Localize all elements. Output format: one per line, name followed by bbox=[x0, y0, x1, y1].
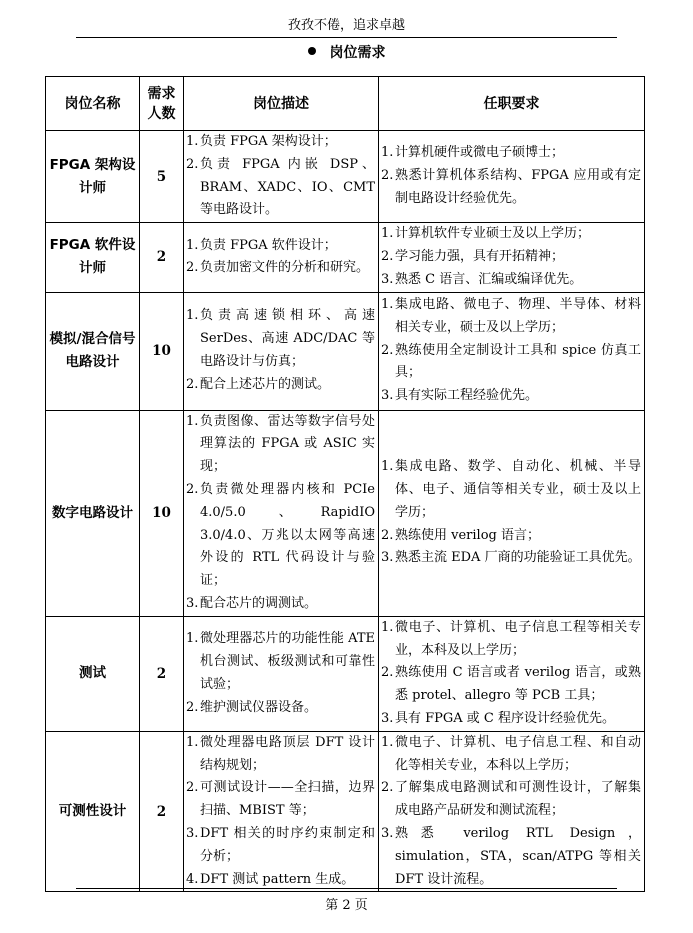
list-text: 负责微处理器内核和 PCIe 4.0/5.0 、RapidIO 3.0/4.0、万兆以太网等高速外设的 RTL 代码设计与验证； bbox=[200, 481, 375, 589]
list-item bbox=[184, 131, 378, 154]
header-desc: 岗位描述 bbox=[184, 77, 379, 131]
list-number: 2. bbox=[186, 156, 199, 172]
footer-divider bbox=[76, 888, 617, 889]
list-number: 1. bbox=[186, 631, 199, 647]
desc-list bbox=[184, 411, 378, 616]
page-footer: 第 2 页 bbox=[325, 898, 368, 913]
list-number: 1. bbox=[381, 619, 394, 635]
position-description bbox=[184, 292, 379, 410]
list-item bbox=[379, 269, 644, 292]
headcount: 10 bbox=[140, 292, 184, 410]
req-list bbox=[379, 456, 644, 570]
list-number: 1. bbox=[381, 297, 394, 313]
list-item bbox=[379, 142, 644, 165]
list-item bbox=[379, 165, 644, 211]
list-item bbox=[184, 479, 378, 593]
section-title bbox=[0, 42, 693, 62]
list-text: 微处理器电路顶层 DFT 设计结构规划； bbox=[200, 734, 375, 773]
position-description bbox=[184, 223, 379, 292]
desc-list bbox=[184, 305, 378, 396]
list-item bbox=[184, 777, 378, 823]
req-list bbox=[379, 142, 644, 210]
position-description bbox=[184, 410, 379, 616]
list-item bbox=[379, 294, 644, 340]
position-name: 测试 bbox=[46, 616, 140, 731]
list-number: 1. bbox=[381, 459, 394, 475]
list-text: 负责图像、雷达等数字信号处理算法的 FPGA 或 ASIC 实现； bbox=[200, 413, 375, 475]
list-item bbox=[184, 697, 378, 720]
req-list bbox=[379, 732, 644, 892]
list-number: 1. bbox=[381, 145, 394, 161]
list-text: 微电子、计算机、电子信息工程、和自动化等相关专业，本科以上学历； bbox=[395, 734, 641, 773]
list-number: 1. bbox=[186, 134, 199, 149]
position-description bbox=[184, 131, 379, 223]
header-req: 任职要求 bbox=[379, 77, 645, 131]
position-requirements bbox=[379, 292, 645, 410]
list-text: 负责 FPGA 软件设计； bbox=[200, 237, 337, 253]
table-row bbox=[46, 616, 645, 731]
desc-list bbox=[184, 235, 378, 281]
list-text: 负责加密文件的分析和研究。 bbox=[200, 260, 370, 276]
desc-list bbox=[184, 131, 378, 222]
position-name: 数字电路设计 bbox=[46, 410, 140, 616]
list-item bbox=[184, 257, 378, 280]
list-number: 1. bbox=[186, 734, 199, 750]
table-row bbox=[46, 731, 645, 892]
list-number: 2. bbox=[186, 699, 199, 715]
list-item bbox=[184, 374, 378, 397]
list-text: 具有 FPGA 或 C 程序设计经验优先。 bbox=[395, 710, 616, 726]
desc-list bbox=[184, 732, 378, 892]
list-item bbox=[379, 340, 644, 386]
list-item bbox=[379, 385, 644, 408]
list-item bbox=[184, 732, 378, 778]
list-item bbox=[379, 223, 644, 246]
position-requirements bbox=[379, 410, 645, 616]
list-text: 配合芯片的调测试。 bbox=[200, 595, 318, 611]
list-item bbox=[184, 305, 378, 373]
list-text: 计算机软件专业硕士及以上学历； bbox=[395, 226, 591, 242]
list-text: 负责 FPGA 内嵌 DSP、BRAM、XADC、IO、CMT 等电路设计。 bbox=[200, 156, 375, 218]
page-header: 孜孜不倦，追求卓越 bbox=[287, 18, 405, 33]
position-requirements bbox=[379, 131, 645, 223]
list-text: 微处理器芯片的功能性能 ATE 机台测试、板级测试和可靠性试验； bbox=[200, 631, 375, 692]
list-item bbox=[184, 154, 378, 222]
table-row bbox=[46, 131, 645, 223]
table-row bbox=[46, 223, 645, 292]
list-item bbox=[379, 547, 644, 570]
list-text: 集成电路、数学、自动化、机械、半导体、电子、通信等相关专业，硕士及以上学历； bbox=[395, 459, 641, 520]
list-item bbox=[184, 628, 378, 696]
list-item bbox=[184, 235, 378, 258]
list-text: 熟悉计算机体系结构、FPGA 应用或有定制电路设计经验优先。 bbox=[395, 168, 641, 206]
list-text: 熟悉 verilog RTL Design，simulation，STA，scan/ATPG 等相关 DFT 设计流程。 bbox=[395, 825, 641, 887]
list-number: 2. bbox=[186, 780, 199, 796]
list-number: 2. bbox=[381, 527, 394, 543]
list-text: 计算机硬件或微电子硕博士； bbox=[395, 145, 565, 161]
list-text: 熟练使用 C 语言或者 verilog 语言，或熟悉 protel、allegro 等 PCB 工具； bbox=[395, 665, 641, 704]
list-item bbox=[379, 708, 644, 731]
req-list bbox=[379, 617, 644, 731]
position-requirements bbox=[379, 731, 645, 892]
list-text: 维护测试仪器设备。 bbox=[200, 699, 318, 715]
list-number: 2. bbox=[381, 342, 394, 358]
req-list bbox=[379, 223, 644, 291]
table-row bbox=[46, 410, 645, 616]
req-list bbox=[379, 294, 644, 408]
list-text: 负责高速锁相环、高速 SerDes、高速 ADC/DAC 等电路设计与仿真； bbox=[200, 308, 375, 370]
position-name: 可测性设计 bbox=[46, 731, 140, 892]
list-item bbox=[379, 456, 644, 524]
list-item bbox=[379, 617, 644, 663]
list-text: 熟练使用 verilog 语言； bbox=[395, 527, 540, 543]
list-item bbox=[184, 411, 378, 479]
table-header-row bbox=[46, 77, 645, 131]
bullet-icon bbox=[308, 47, 316, 55]
list-text: DFT 相关的时序约束制定和分析； bbox=[200, 825, 375, 864]
position-description bbox=[184, 731, 379, 892]
list-text: 配合上述芯片的测试。 bbox=[200, 376, 331, 392]
list-number: 2. bbox=[186, 481, 199, 497]
list-number: 1. bbox=[381, 226, 394, 242]
list-text: 可测试设计——全扫描，边界扫描、MBIST 等； bbox=[200, 780, 375, 819]
list-number: 2. bbox=[186, 376, 199, 392]
list-number: 3. bbox=[186, 595, 199, 611]
list-number: 3. bbox=[381, 388, 394, 404]
position-name: 模拟/混合信号电路设计 bbox=[46, 292, 140, 410]
list-item bbox=[379, 662, 644, 708]
list-number: 2. bbox=[381, 665, 394, 681]
list-text: 负责 FPGA 架构设计； bbox=[200, 134, 337, 149]
list-number: 1. bbox=[186, 308, 199, 324]
header-divider bbox=[76, 37, 617, 38]
list-text: 集成电路、微电子、物理、半导体、材料相关专业，硕士及以上学历； bbox=[395, 297, 641, 335]
position-description bbox=[184, 616, 379, 731]
list-number: 2. bbox=[381, 780, 394, 796]
list-number: 1. bbox=[186, 413, 199, 429]
header-count bbox=[140, 77, 184, 131]
list-text: 具有实际工程经验优先。 bbox=[395, 388, 539, 404]
list-text: 熟练使用全定制设计工具和 spice 仿真工具； bbox=[395, 342, 641, 381]
list-text: 熟悉主流 EDA 厂商的功能验证工具优先。 bbox=[395, 550, 641, 566]
list-text: DFT 测试 pattern 生成。 bbox=[200, 871, 355, 887]
list-number: 2. bbox=[381, 168, 394, 184]
list-number: 1. bbox=[381, 734, 394, 750]
headcount: 2 bbox=[140, 223, 184, 292]
list-item bbox=[379, 246, 644, 269]
list-text: 熟悉 C 语言、汇编或编译优先。 bbox=[395, 271, 583, 287]
header-name: 岗位名称 bbox=[46, 77, 140, 131]
list-item bbox=[379, 823, 644, 891]
list-number: 3. bbox=[381, 271, 394, 287]
position-requirements bbox=[379, 616, 645, 731]
list-number: 3. bbox=[381, 710, 394, 726]
section-title-text: 岗位需求 bbox=[329, 45, 386, 61]
headcount: 2 bbox=[140, 731, 184, 892]
list-item bbox=[379, 732, 644, 778]
job-requirements-table bbox=[45, 76, 645, 892]
headcount: 5 bbox=[140, 131, 184, 223]
desc-list bbox=[184, 628, 378, 719]
list-number: 2. bbox=[186, 260, 199, 276]
list-number: 3. bbox=[381, 550, 394, 566]
position-name: FPGA 架构设计师 bbox=[46, 131, 140, 223]
list-number: 4. bbox=[186, 871, 199, 887]
list-text: 微电子、计算机、电子信息工程等相关专业，本科及以上学历； bbox=[395, 619, 641, 658]
list-text: 学习能力强，具有开拓精神； bbox=[395, 248, 565, 264]
list-number: 1. bbox=[186, 237, 199, 253]
list-item bbox=[184, 593, 378, 616]
list-item bbox=[184, 823, 378, 869]
list-item bbox=[379, 525, 644, 548]
position-requirements bbox=[379, 223, 645, 292]
list-text: 了解集成电路测试和可测性设计，了解集成电路产品研发和测试流程； bbox=[395, 780, 641, 819]
headcount: 2 bbox=[140, 616, 184, 731]
list-item bbox=[379, 777, 644, 823]
table-row bbox=[46, 292, 645, 410]
list-number: 2. bbox=[381, 248, 394, 264]
position-name: FPGA 软件设计师 bbox=[46, 223, 140, 292]
headcount: 10 bbox=[140, 410, 184, 616]
header-count-text: 需求人数 bbox=[147, 85, 176, 122]
list-number: 3. bbox=[186, 825, 199, 841]
list-number: 3. bbox=[381, 825, 394, 841]
